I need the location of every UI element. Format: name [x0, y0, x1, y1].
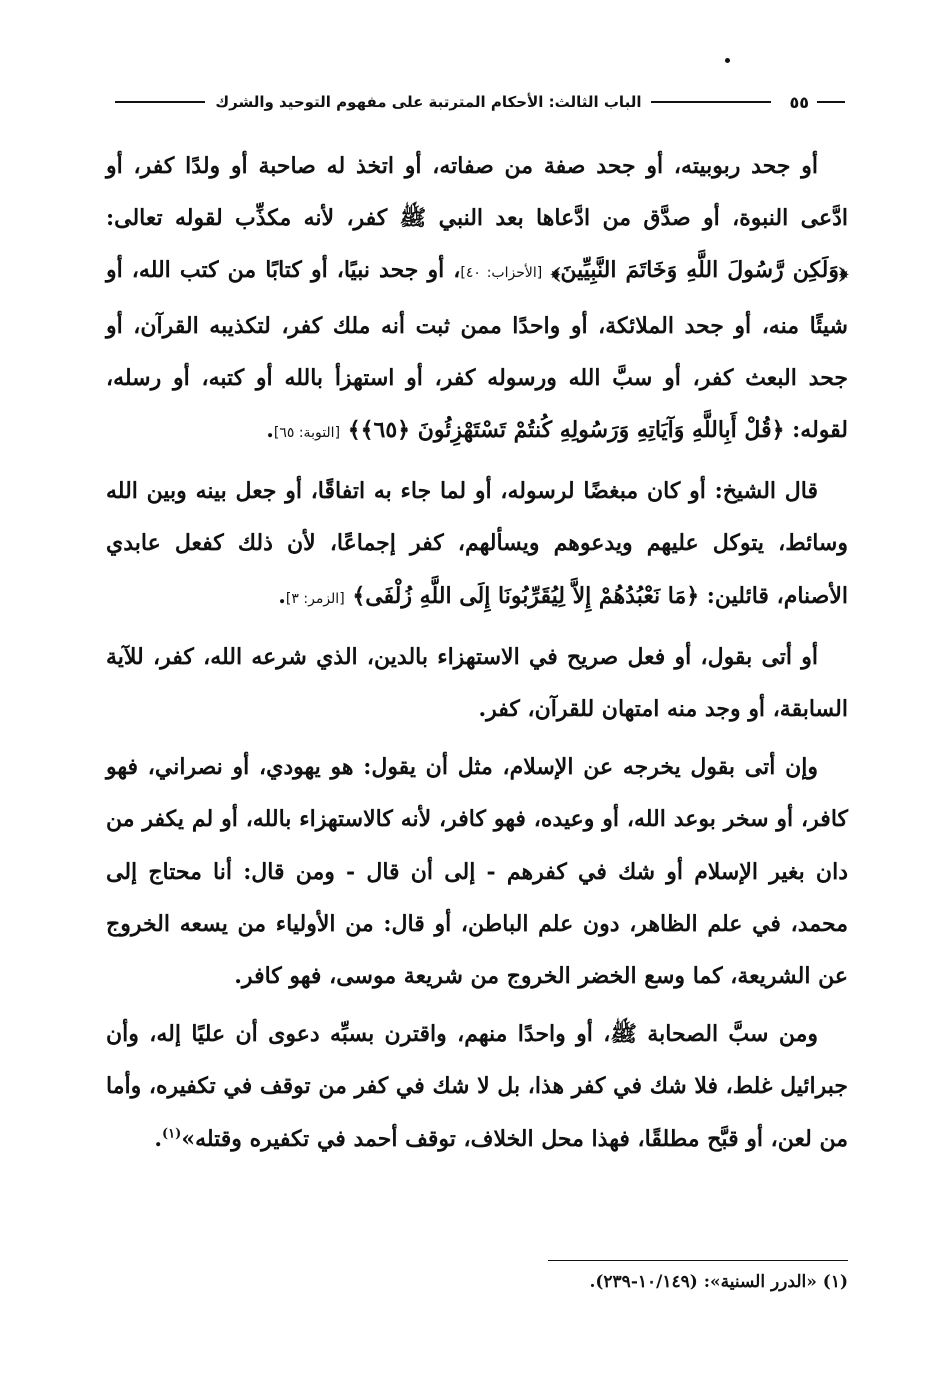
page-number: ٥٥ [789, 92, 809, 112]
footnote-marker: (١) [162, 1126, 182, 1142]
paragraph-text: . [154, 1125, 163, 1152]
main-text [106, 140, 848, 1171]
paragraph [106, 631, 848, 735]
verse-reference: [التوبة: ٦٥] [273, 425, 341, 442]
paragraph [106, 140, 848, 459]
paragraph-text: قال الشيخ: أو كان مبغضًا لرسوله، أو لما جاء به اتفاقًا، أو جعل بينه وبين الله وسائط، يتوكل عليهم ويدعوهم ويسألهم، كفر إجماعًا، لأن ذلك كفعل عابدي الأصنام، قائلين: [106, 478, 848, 609]
paragraph [106, 1008, 848, 1165]
running-title: الباب الثالث: الأحكام المترتبة على مفهوم التوحيد والشرك [215, 93, 642, 111]
header-rule [115, 101, 205, 103]
paragraph [106, 741, 848, 1002]
quran-verse: ﴿وَلَكِن رَّسُولَ اللَّهِ وَخَاتَمَ النَّبِيِّينَ﴾ [551, 257, 848, 284]
footnote: (١) «الدرر السنية»: (١٠/١٤٩-٢٣٩). [589, 1272, 848, 1292]
page-header [115, 88, 845, 116]
verse-reference: [الأحزاب: ٤٠] [460, 265, 543, 282]
page-dot-mark [725, 58, 730, 63]
paragraph [106, 465, 848, 625]
paragraph-text: وإن أتى بقول يخرجه عن الإسلام، مثل أن يقول: هو يهودي، أو نصراني، فهو كافر، أو سخر بوعد الله، أو وعيده، فهو كافر، لأنه كالاستهزاء بالله، أو لم يكفر من دان بغير الإسلام أو شك في كفرهم - إلى أن قال - ومن قال: أنا محتاج إلى محمد، في علم الظاهر، دون علم الباطن، أو قال: من الأولياء من يسعه الخروج عن الشريعة، كما وسع الخضر الخروج من شريعة موسى، فهو كافر. [106, 754, 848, 990]
paragraph-text: أو أتى بقول، أو فعل صريح في الاستهزاء بالدين، الذي شرعه الله، كفر، للآية السابقة، أو وجد منه امتهان للقرآن، كفر. [106, 643, 848, 723]
header-rule [817, 101, 845, 103]
paragraph-text: ومن سبَّ الصحابة ﷺ، أو واحدًا منهم، واقترن بسبِّه دعوى أن عليًا إله، وأن جبرائيل غلط، فلا شك في كفر هذا، بل لا شك في كفر من توقف في تكفيره، وأما من لعن، أو قبَّح مطلقًا، فهذا محل الخلاف، توقف أحمد في تكفيره وقتله» [106, 1021, 848, 1152]
paragraph-text: أو جحد ربوبيته، أو جحد صفة من صفاته، أو اتخذ له صاحبة أو ولدًا كفر، أو ادَّعى النبوة، أو صدَّق من ادَّعاها بعد النبي ﷺ كفر، لأنه مكذِّب لقوله تعالى: [106, 153, 848, 232]
footnote-separator [548, 1260, 848, 1261]
paragraph-text: . [278, 582, 286, 609]
paragraph-text: . [266, 417, 274, 444]
quran-verse: ﴿مَا نَعْبُدُهُمْ إِلاَّ لِيُقَرِّبُونَا إِلَى اللَّهِ زُلْفَى﴾ [352, 582, 700, 609]
verse-reference: [الزمر: ٣] [285, 590, 345, 607]
header-rule [651, 101, 771, 103]
paragraph-text: ، أو جحد نبيًا، أو كتابًا من كتب الله، أو شيئًا منه، أو جحد الملائكة، أو واحدًا ممن ثبت أنه ملك كفر، لتكذيبه القرآن، أو جحد البعث كفر، أو سبَّ الله ورسوله كفر، أو استهزأ بالله أو كتبه، أو رسله، لقوله: [106, 257, 848, 444]
quran-verse: ﴿قُلْ أَبِاللَّهِ وَآيَاتِهِ وَرَسُولِهِ كُنتُمْ تَسْتَهْزِئُونَ ﴿٦٥﴾﴾ [347, 417, 785, 444]
